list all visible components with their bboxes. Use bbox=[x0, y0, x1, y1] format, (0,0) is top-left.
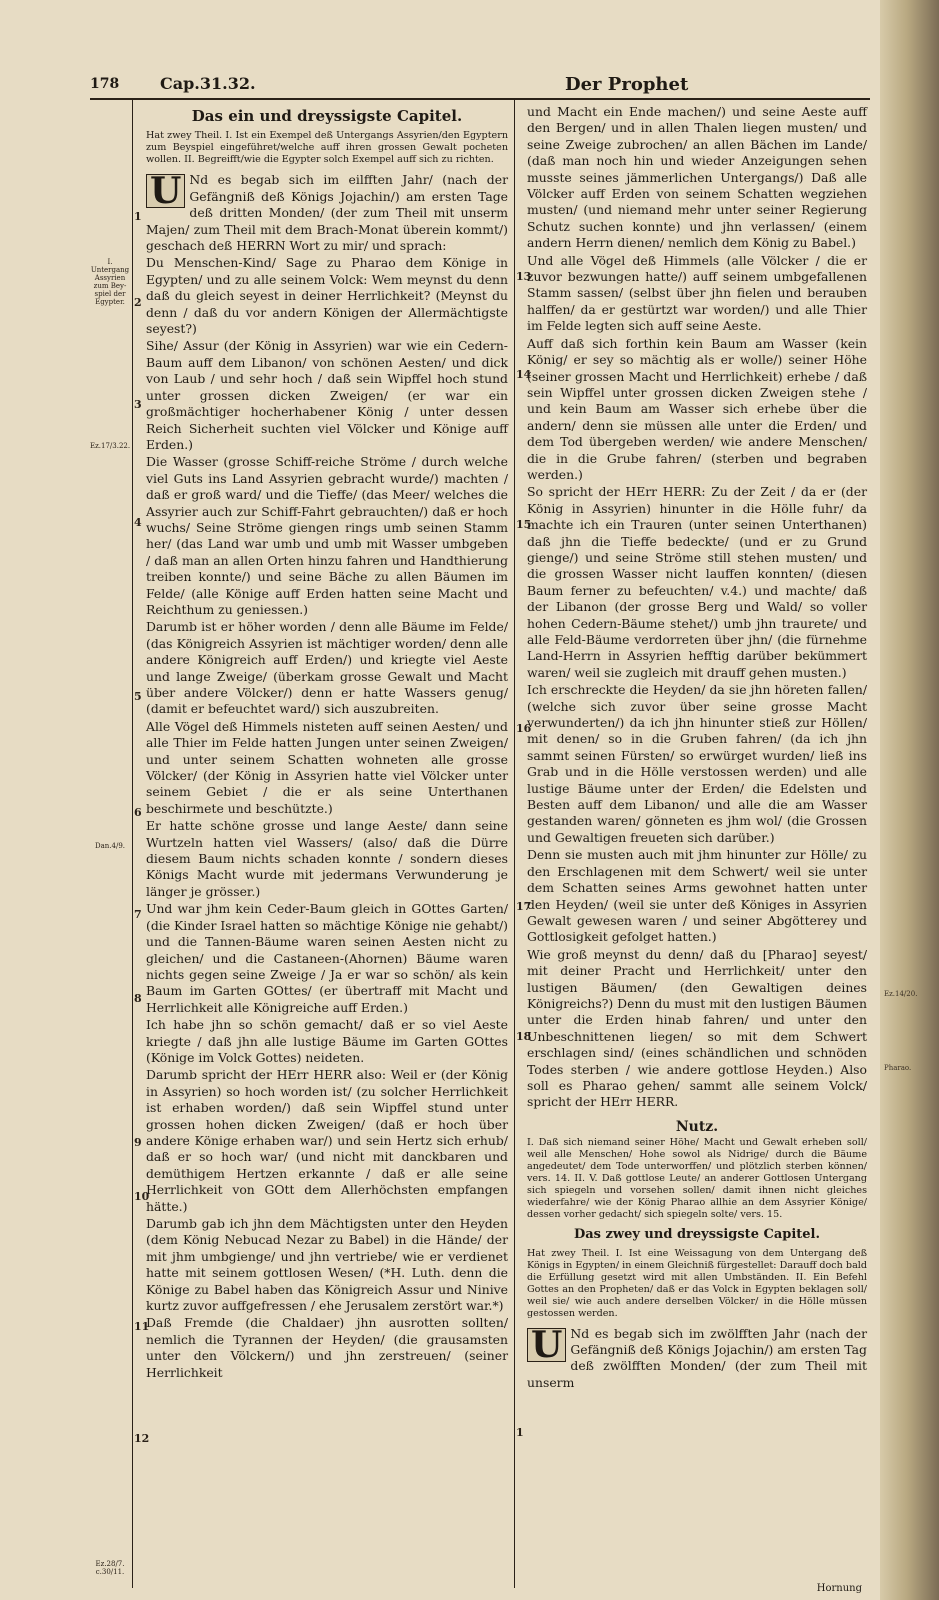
verse-number: 18 bbox=[516, 1030, 532, 1043]
chapter-summary: Hat zwey Theil. I. Ist ein Exempel deß Untergangs Assyrien/den Egyptern zum Beyspiel eingeführet/welche auff ihren grossen Gewalt pocheten wollen. II. Begreifft/wie die Egypter solch Exempel auff sich zu richten. bbox=[146, 130, 508, 166]
page-header bbox=[90, 74, 870, 98]
drop-cap: U bbox=[146, 174, 185, 208]
verse: Sihe/ Assur (der König in Assyrien) war wie ein Cedern-Baum auff dem Libanon/ von schönen Aesten/ und dick von Laub / und sehr hoch / daß sein Wipffel hoch stund unter grossen dicken Zweigen/ (er war ein großmächtiger hocherhabener König / unter dessen Reich Sicherheit suchten viel Völcker und Könige auff Erden.) bbox=[146, 338, 508, 452]
verse bbox=[527, 1323, 867, 1392]
verse-number: 3 bbox=[134, 398, 142, 411]
verse-number: 6 bbox=[134, 806, 142, 819]
verse-text: Nd es begab sich im zwölfften Jahr (nach der Gefängniß deß Königs Jojachin/) am ersten Tag deß zwölfften Monden/ (der zum Theil mit unserm bbox=[527, 1325, 867, 1390]
verse-number: 13 bbox=[516, 270, 532, 283]
verse: Er hatte schöne grosse und lange Aeste/ dann seine Wurtzeln hatten viel Wassers/ (also/ daß die Dürre diesem Baum nichts schaden konnte / sondern dieses Königs Macht wurde mit jedermans Verwunderung je länger je grösser.) bbox=[146, 818, 508, 899]
verse: Denn sie musten auch mit jhm hinunter zur Hölle/ zu den Erschlagenen mit dem Schwert/ weil sie unter dem Schatten seines Arms gewohnet hatten unter den Heyden/ (weil sie unter deß Königes in Assyrien Gewalt gewesen waren / und seiner Abgötterey und Gottlosigkeit gefolget hatten.) bbox=[527, 847, 867, 945]
verse-number: 2 bbox=[134, 296, 142, 309]
next-chapter-summary: Hat zwey Theil. I. Ist eine Weissagung von dem Untergang deß Königs in Egypten/ in einem Gleichniß fürgestellet: Darauff doch bald die Erfüllung gesetzt wird mit allen Umbständen. II. Ein Befehl Gottes an den Propheten/ daß er das Volck in Egypten beklagen soll/ weil sie/ wie auch andere derselben Völcker/ in die Hölle müssen gestossen werden. bbox=[527, 1247, 867, 1319]
page-number: 178 bbox=[90, 76, 120, 92]
verse: Darumb ist er höher worden / denn alle Bäume im Felde/ (das Königreich Assyrien ist mächtiger worden/ denn alle andere Königreich auff Erden/) und kriegte viel Aeste und lange Zweige/ (überkam grosse Gewalt und Macht über andere Völcker/) denn er hatte Wassers genug/ (damit er befeuchtet ward/) sich auszubreiten. bbox=[146, 619, 508, 717]
verse-number: 4 bbox=[134, 516, 142, 529]
verse: Alle Vögel deß Himmels nisteten auff seinen Aesten/ und alle Thier im Felde hatten Jungen unter seinen Zweigen/ und unter seinem Schatten wohneten alle grosse Völcker/ (der König in Assyrien hatte viel Völcker unter seinem Gebiet / die er als seine Unterthanen beschirmete und beschützte.) bbox=[146, 718, 508, 816]
verse: Du Menschen-Kind/ Sage zu Pharao dem Könige in Egypten/ und zu alle seinem Volck: Wem meynst du denn daß du gleich seyest in deiner Herrlichkeit? (Meynst du denn / daß du vor andern Königen der Allermächtigste seyest?) bbox=[146, 255, 508, 337]
nutz-text: I. Daß sich niemand seiner Höhe/ Macht und Gewalt erheben soll/ weil alle Menschen/ Hohe sowol als Nidrige/ durch die Bäume angedeutet/ dem Tode unterworffen/ und plötzlich sterben können/ vers. 14. II. V. Daß gottlose Leute/ an anderer Gottlosen Untergang sich spiegeln und vorsehen sollen/ damit ihnen nicht gleiches wiederfahre/ wie der König Pharao allhie an dem Assyrier Könige/ dessen vorher gedacht/ sich spiegeln solte/ vers. 15. bbox=[527, 1137, 867, 1221]
verse: So spricht der HErr HERR: Zu der Zeit / da er (der König in Assyrien) hinunter in die Hölle fuhr/ da machte ich ein Trauren (unter seinen Unterthanen) daß jhn die Tieffe bedeckte/ (und er zu Grund gienge/) und seine Ströme still stehen musten/ und die grossen Wasser nicht lauffen konnten/ (diesen Baum ferner zu befeuchten/ v.4.) und machte/ daß der Libanon (der grosse Berg und Wald/ so voller hohen Cedern-Bäume stehet/) umb jhn traurete/ und alle Feld-Bäume verdorreten über jhn/ (die fürnehme Land-Herrn in Assyrien hefftig darüber bekümmert waren/ weil sie zugleich mit drauff gehen musten.) bbox=[527, 484, 867, 680]
verse-number: 11 bbox=[134, 1320, 150, 1333]
margin-note: Ez.17/3.22. bbox=[90, 442, 131, 450]
margin-note: Dan.4/9. bbox=[94, 842, 125, 850]
verse: Und alle Vögel deß Himmels (alle Völcker / die er zuvor bezwungen hatte/) auff seinem umbgefallenen Stamm sassen/ (selbst über jhn fielen und berauben halffen/ da er gestürtzt war worden/) und alle Thier im Felde legten sich auff seine Aeste. bbox=[527, 252, 867, 334]
verse: Darumb spricht der HErr HERR also: Weil er (der König in Assyrien) so hoch worden ist/ (zu solcher Herrlichkeit ist erhaben worden/) daß sein Wipffel stund unter grossen hohen dicken Zweigen/ (daß er hoch über andere Könige erhaben war/) und sein Hertz sich erhub/ daß er so hoch war/ (und nicht mit danckbaren und demüthigem Hertzen erkannte / daß er alle seine Herrlichkeit von GOtt dem Allerhöchsten empfangen hätte.) bbox=[146, 1067, 508, 1214]
verse: Daß Fremde (die Chaldaer) jhn ausrotten sollten/ nemlich die Tyrannen der Heyden/ (die grausamsten unter den Völckern/) und jhn zerstreuen/ (seiner Herrlichkeit bbox=[146, 1315, 508, 1380]
gutter-note: Pharao. bbox=[884, 1064, 912, 1072]
verse: Wie groß meynst du denn/ daß du [Pharao] seyest/ mit deiner Pracht und Herrlichkeit/ unter den lustigen Bäumen/ (den Gewaltigen deines Königreichs?) Denn du must mit den lustigen Bäumen unter die Erden hinab fahren/ und unter den Unbeschnittenen liegen/ so mit dem Schwert erschlagen sind/ (eines schändlichen und schnöden Todes sterben / wie andere gottlose Heyden.) Also soll es Pharao gehen/ sammt alle seinem Volck/ spricht der HErr HERR. bbox=[527, 946, 867, 1110]
verse-number: 16 bbox=[516, 722, 532, 735]
nutz-heading: Nutz. bbox=[675, 1118, 719, 1135]
verse-number: 15 bbox=[516, 518, 532, 531]
verse-number: 8 bbox=[134, 992, 142, 1005]
verse-number: 17 bbox=[516, 900, 532, 913]
verse-number: 1 bbox=[134, 210, 142, 223]
verse: Darumb gab ich jhn dem Mächtigsten unter den Heyden (dem König Nebucad Nezar zu Babel) in die Hände/ der mit jhm umbgienge/ und jhn vertriebe/ wie er verdienet hatte mit seinem gottlosen Wesen/ (*H. Luth. denn die Könige zu Babel haben das Königreich Assur und Ninive kurtz zuvor auffgefressen / ehe Jerusalem zerstört war.*) bbox=[146, 1216, 508, 1314]
verse-number: 1 bbox=[516, 1426, 524, 1439]
verse: Ich erschreckte die Heyden/ da sie jhn höreten fallen/ (welche sich zuvor über seine grosse Macht verwunderten/) da ich jhn hinunter stieß zur Höllen/ mit denen/ so in die Gruben fahren/ (da ich jhn sammt seinen Fürsten/ so erwürget wurden/ ließ ins Grab und in die Hölle verstossen werden) und alle lustige Bäume unter der Erden/ die Edelsten und Besten auff dem Libanon/ und alle die am Wasser gestanden waren/ gönneten es jhm wol/ (die Grossen und Gewaltigen freueten sich darüber.) bbox=[527, 682, 867, 845]
drop-cap: U bbox=[527, 1328, 566, 1362]
chapter-reference: Cap.31.32. bbox=[160, 74, 256, 93]
verse: Und war jhm kein Ceder-Baum gleich in GOttes Garten/ (die Kinder Israel hatten so mächtige Könige nie gehabt/) und die Tannen-Bäume waren seinen Aesten nicht zu gleichen/ und die Castaneen-(Ahornen) Bäume waren nichts gegen seine Zweige / Ja er war so schön/ als kein Baum im Garten GOttes/ (er übertraff mit Macht und Herrlichkeit alle Königreiche auff Erden.) bbox=[146, 901, 508, 1015]
gutter-note: Ez.14/20. bbox=[884, 990, 918, 998]
margin-note: I. Untergang Assyrien zum Bey-spiel der Egypter. bbox=[90, 258, 130, 306]
verse-number: 10 bbox=[134, 1190, 150, 1203]
verse-number: 14 bbox=[516, 368, 532, 381]
verse-number: 12 bbox=[134, 1432, 150, 1445]
right-column bbox=[527, 104, 867, 1392]
margin-notes bbox=[90, 100, 130, 1580]
left-column bbox=[146, 104, 508, 1382]
verse-text: Nd es begab sich im eilfften Jahr/ (nach der Gefängniß deß Königs Jojachin/) am ersten Tage deß dritten Monden/ (der zum Theil mit unserm Majen/ zum Theil mit dem Brach-Monat überein kommt/) geschach deß HERRN Wort zu mir/ und sprach: bbox=[146, 172, 508, 254]
header-rule bbox=[90, 98, 870, 100]
verse: Ich habe jhn so schön gemacht/ daß er so viel Aeste kriegte / daß jhn alle lustige Bäume im Garten GOttes (Könige im Volck Gottes) neideten. bbox=[146, 1017, 508, 1065]
verse: Die Wasser (grosse Schiff-reiche Ströme / durch welche viel Guts ins Land Assyrien gebracht wurde/) machten / daß er groß ward/ und die Tieffe/ (das Meer/ welches die Assyrier auch zur Schiff-Fahrt gebrauchten/) daß er hoch wuchs/ Seine Ströme giengen rings umb seinen Stamm her/ (das Land war umb und umb mit Wasser umbgeben / daß man an allen Orten hinzu fahren und Handthierung treiben konnte/) und seine Bäche zu allen Bäumen im Felde/ (alle Könige auff Erden hatten seine Macht und Reichthum zu geniessen.) bbox=[146, 454, 508, 617]
verse: Auff daß sich forthin kein Baum am Wasser (kein König/ er sey so mächtig als er wolle/) seiner Höhe (seiner grossen Macht und Herrlichkeit) erhebe / daß sein Wipffel unter grossen dicken Zweigen stehe / und kein Baum am Wasser sich erhebe über die andern/ denn sie müssen alle unter die Erden/ und dem Tod übergeben werden/ wie andere Menschen/ die in die Grube fahren/ (sterben und begraben werden.) bbox=[527, 335, 867, 482]
catchword: Hornung bbox=[816, 1583, 862, 1594]
margin-note: Ez.28/7. c.30/11. bbox=[95, 1560, 125, 1576]
verse-number: 5 bbox=[134, 690, 142, 703]
verse-number: 9 bbox=[134, 1136, 142, 1149]
verse bbox=[146, 172, 508, 254]
margin-rule bbox=[132, 98, 133, 1588]
verse-number: 7 bbox=[134, 908, 142, 921]
next-chapter-title: Das zwey und dreyssigste Capitel. bbox=[573, 1227, 821, 1243]
book-gutter bbox=[880, 0, 939, 1600]
chapter-title: Das ein und dreyssigste Capitel. bbox=[191, 107, 463, 125]
verse-continuation: und Macht ein Ende machen/) und seine Aeste auff den Bergen/ und in allen Thalen liegen musten/ und seine Zweige zubrochen/ an allen Bächen im Lande/ (daß man noch hin und wieder Anzeigungen sehen musste seines jämmerlichen Untergangs/) Daß alle Völcker auff Erden von seinem Schatten wegziehen musten/ (und niemand mehr unter seiner Regierung Schutz suchen konnte) und jhn verlassen/ (einem andern Herrn dienen/ nemlich dem König zu Babel.) bbox=[527, 104, 867, 251]
column-rule bbox=[514, 98, 515, 1588]
running-title: Der Prophet bbox=[565, 74, 689, 95]
